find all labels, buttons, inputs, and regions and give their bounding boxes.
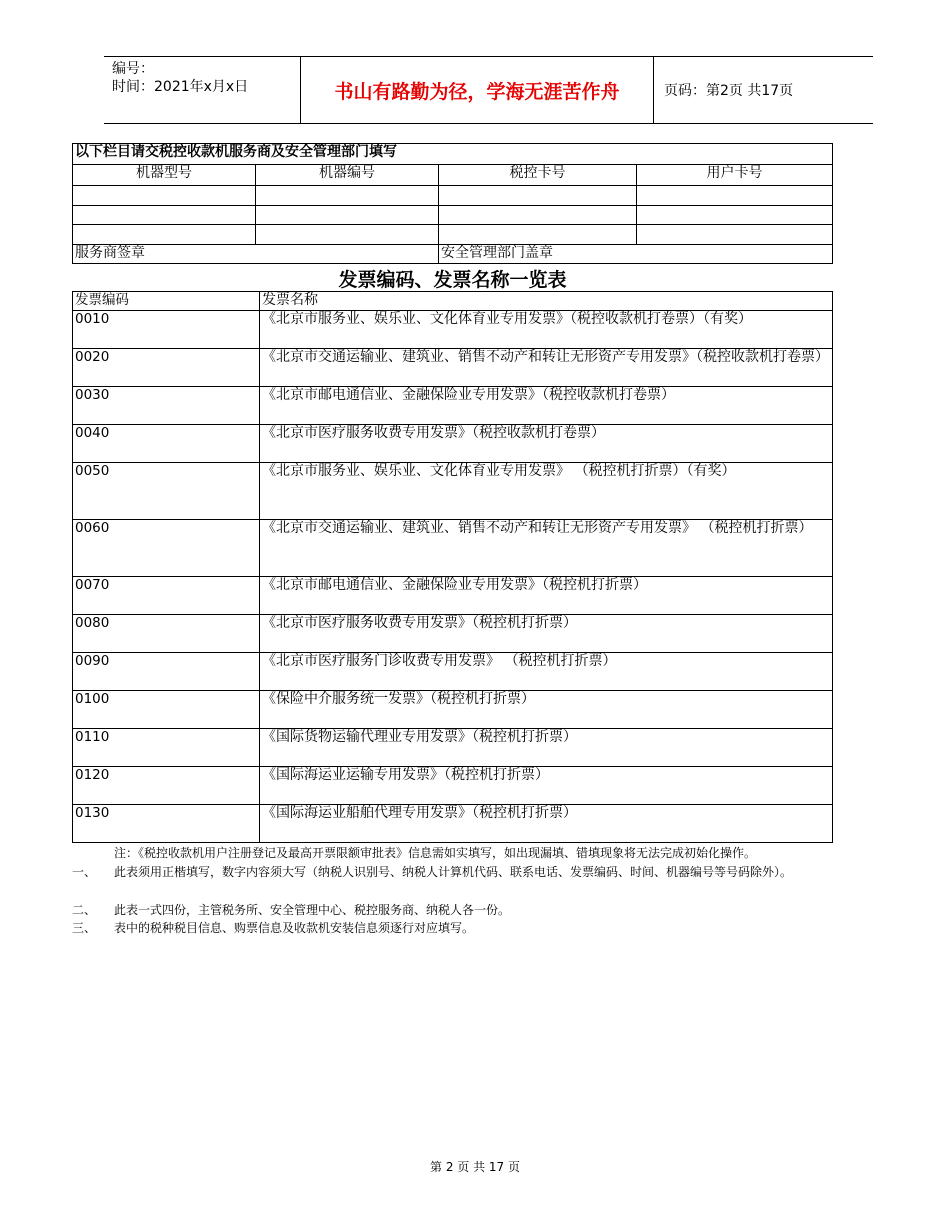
row-name: 《北京市服务业、娱乐业、文化体育业专用发票》 （税控机打折票）（有奖） (260, 463, 833, 520)
row-code: 0110 (73, 729, 260, 767)
row-code: 0060 (73, 520, 260, 577)
service-sign-cell[interactable]: 服务商签章 (73, 245, 439, 264)
item2-number: 二、 (72, 903, 97, 917)
row-code: 0120 (73, 767, 260, 805)
table-row (73, 767, 833, 805)
blank-cell[interactable] (637, 225, 833, 245)
header-left (104, 57, 301, 123)
blank-cell[interactable] (256, 206, 439, 225)
table-row (73, 653, 833, 691)
blank-cell[interactable] (256, 186, 439, 206)
row-name: 《北京市邮电通信业、金融保险业专用发票》（税控机打折票） (260, 577, 833, 615)
blank-cell[interactable] (439, 225, 637, 245)
motto: 书山有路勤为径，学海无涯苦作舟 (301, 57, 654, 123)
table-row (73, 463, 833, 520)
page-info: 页码：第2页 共17页 (664, 83, 794, 99)
col-machine-number: 机器编号 (256, 165, 439, 186)
row-code: 0020 (73, 349, 260, 387)
header-name: 发票名称 (260, 292, 833, 311)
number-label: 编号： (112, 61, 154, 77)
list-title: 发票编码、发票名称一览表 (338, 269, 567, 291)
machine-info-table (72, 143, 833, 264)
blank-cell[interactable] (637, 206, 833, 225)
blank-cell[interactable] (439, 186, 637, 206)
row-code: 0080 (73, 615, 260, 653)
row-name: 《国际海运业船舶代理专用发票》（税控机打折票） (260, 805, 833, 843)
row-code: 0050 (73, 463, 260, 520)
time-label: 时间：2021年x月x日 (112, 79, 249, 95)
blank-cell[interactable] (637, 186, 833, 206)
row-name: 《北京市交通运输业、建筑业、销售不动产和转让无形资产专用发票》 （税控机打折票） (260, 520, 833, 577)
item1-number: 一、 (72, 865, 97, 879)
table-row (73, 691, 833, 729)
table-row (73, 520, 833, 577)
table-row (73, 577, 833, 615)
item1-text: 此表须用正楷填写，数字内容须大写（纳税人识别号、纳税人计算机代码、联系电话、发票编码、时间、机器编号等号码除外）。 (114, 865, 793, 879)
row-name: 《国际海运业运输专用发票》（税控机打折票） (260, 767, 833, 805)
row-name: 《北京市医疗服务门诊收费专用发票》 （税控机打折票） (260, 653, 833, 691)
col-machine-model: 机器型号 (73, 165, 256, 186)
table-row (73, 387, 833, 425)
row-code: 0090 (73, 653, 260, 691)
row-code: 0100 (73, 691, 260, 729)
item3-text: 表中的税种税目信息、购票信息及收款机安装信息须逐行对应填写。 (114, 921, 475, 935)
machine-section-title: 以下栏目请交税控收款机服务商及安全管理部门填写 (73, 144, 833, 165)
table-row (73, 311, 833, 349)
page-footer: 第 2 页 共 17 页 (430, 1160, 520, 1174)
row-code: 0130 (73, 805, 260, 843)
item2-text: 此表一式四份，主管税务所、安全管理中心、税控服务商、纳税人各一份。 (114, 903, 511, 917)
blank-cell[interactable] (73, 225, 256, 245)
page-header (104, 56, 873, 124)
blank-cell[interactable] (256, 225, 439, 245)
blank-cell[interactable] (73, 206, 256, 225)
blank-cell[interactable] (73, 186, 256, 206)
table-row (73, 729, 833, 767)
col-tax-card: 税控卡号 (439, 165, 637, 186)
table-row (73, 615, 833, 653)
row-name: 《北京市医疗服务收费专用发票》（税控收款机打卷票） (260, 425, 833, 463)
row-name: 《保险中介服务统一发票》（税控机打折票） (260, 691, 833, 729)
header-code: 发票编码 (73, 292, 260, 311)
row-name: 《国际货物运输代理业专用发票》（税控机打折票） (260, 729, 833, 767)
invoice-codes-table (72, 291, 833, 843)
row-name: 《北京市交通运输业、建筑业、销售不动产和转让无形资产专用发票》（税控收款机打卷票） (260, 349, 833, 387)
row-code: 0040 (73, 425, 260, 463)
row-name: 《北京市医疗服务收费专用发票》（税控机打折票） (260, 615, 833, 653)
note-text: 注：《税控收款机用户注册登记及最高开票限额审批表》信息需如实填写，如出现漏填、错填现象将无法完成初始化操作。 (114, 846, 757, 860)
row-code: 0030 (73, 387, 260, 425)
item3-number: 三、 (72, 921, 97, 935)
row-code: 0010 (73, 311, 260, 349)
table-row (73, 425, 833, 463)
table-row (73, 349, 833, 387)
blank-cell[interactable] (439, 206, 637, 225)
security-seal-cell[interactable]: 安全管理部门盖章 (439, 245, 833, 264)
row-name: 《北京市邮电通信业、金融保险业专用发票》（税控收款机打卷票） (260, 387, 833, 425)
table-row (73, 805, 833, 843)
row-name: 《北京市服务业、娱乐业、文化体育业专用发票》（税控收款机打卷票）（有奖） (260, 311, 833, 349)
col-user-card: 用户卡号 (637, 165, 833, 186)
row-code: 0070 (73, 577, 260, 615)
